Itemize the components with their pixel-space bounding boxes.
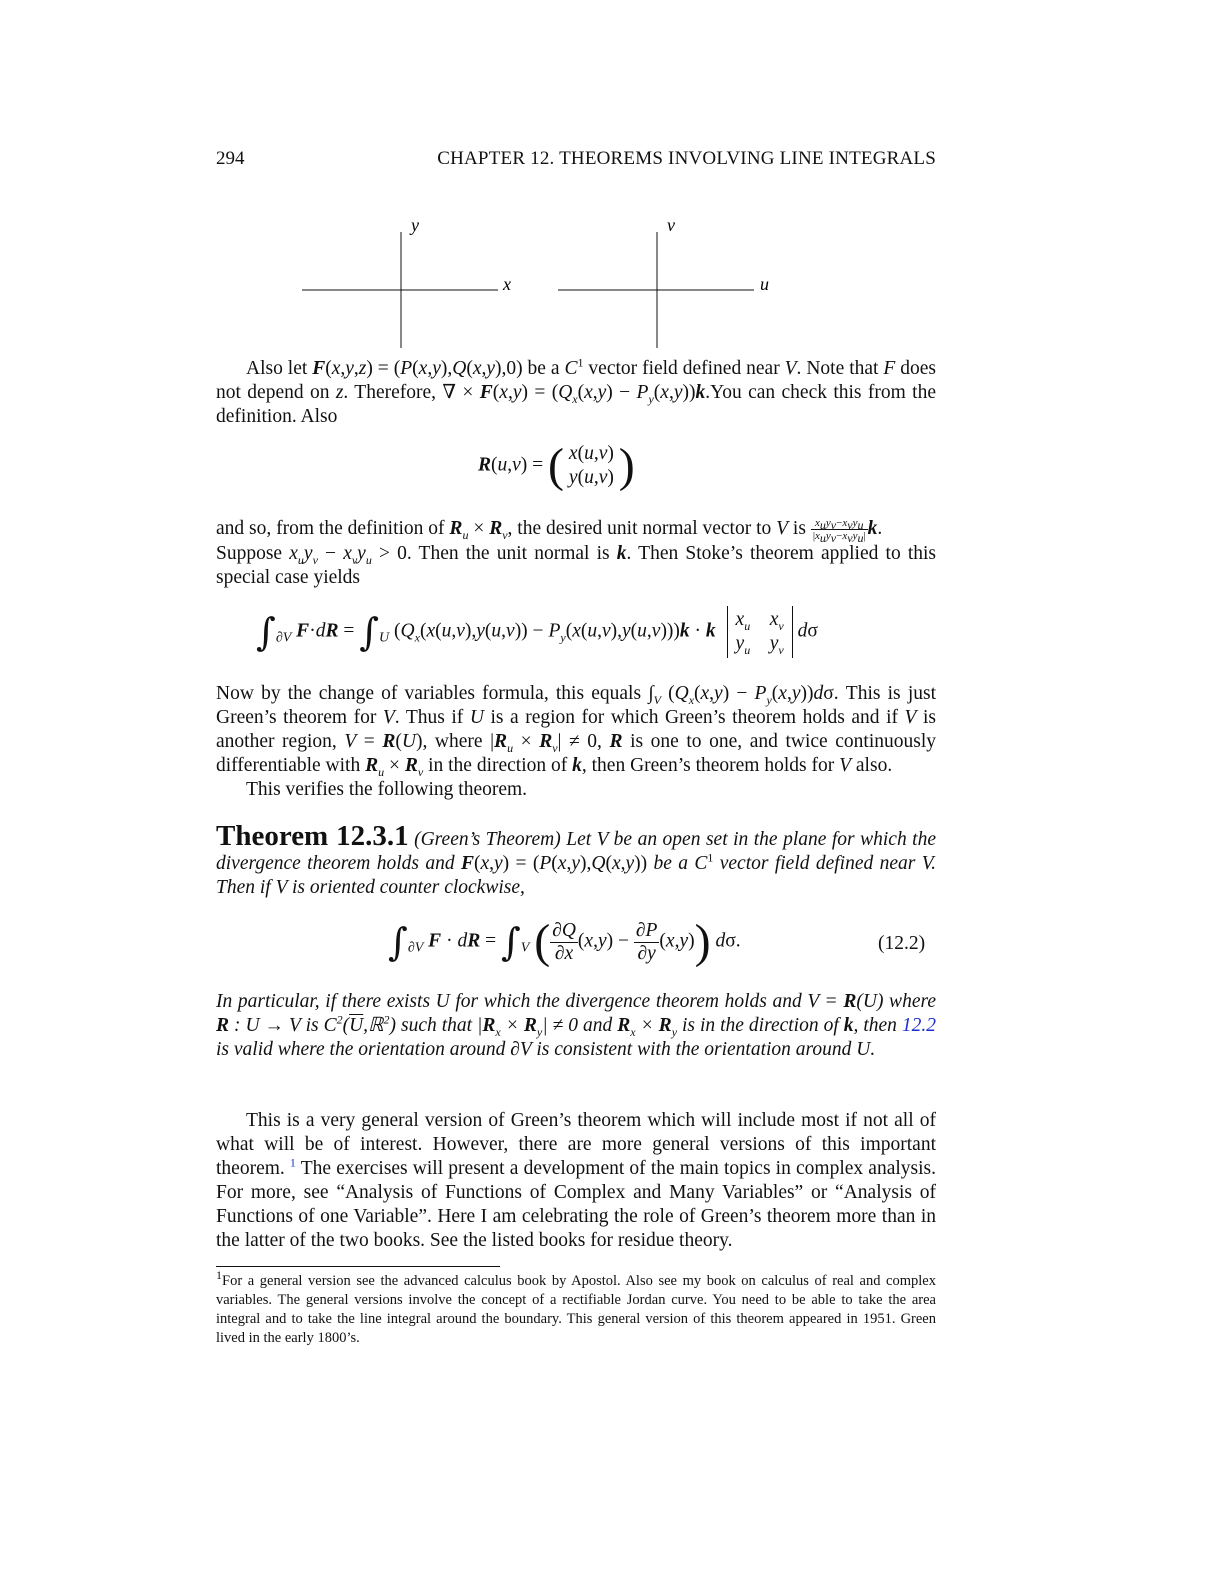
left-x-label: x	[503, 274, 511, 294]
footnote-mark: 1	[216, 1268, 222, 1283]
footnote-rule	[216, 1266, 500, 1267]
theorem-title: Theorem 12.3.1	[216, 820, 409, 852]
theorem-particular-case: In particular, if there exists U for which the divergence theorem holds and V = R(U) where R : U → V is $C^2(\overline{U},ℝ^2)$ such that $|R_x \times R_y| \ne 0$ and $R_x \times R_y$ is in the direction of k, then 12.2 is valid where the orientation around ∂V is consistent with the orientation around U.	[216, 991, 937, 1060]
equation-greens-theorem: $\int_{\partial V}$ F · dR = $\int_V$ ( $\frac{\partial Q}{\partial x}$ (x,y) − $\frac{\partial P}{\partial y}$ (x,y)) dσ.	[388, 915, 741, 968]
running-head: CHAPTER 12. THEOREMS INVOLVING LINE INTEGRALS	[437, 148, 936, 169]
equation-R: R(u,v) = ( x(u,v) y(u,v) )	[478, 439, 635, 492]
right-v-label: v	[667, 215, 675, 235]
paragraph-final: This is a very general version of Green’s theorem which will include most if not all of what will be of interest. However, there are more general versions of this important theorem. $^1$ The exercises will present a development of the main topics in complex analysis. For more, see “Analysis of Functions of Complex and Many Variables” or “Analysis of Functions of one Variable”. Here I am celebrating the role of Green’s theorem more than in the latter of the two books. See the listed books for residue theory.	[216, 1110, 936, 1251]
right-u-label: u	[760, 274, 769, 294]
page-header	[216, 148, 936, 174]
footnote-reference-link[interactable]: 1	[289, 1155, 296, 1170]
footnote-text: For a general version see the advanced calculus book by Apostol. Also see my book on calculus of real and complex variables. The general versions involve the concept of a rectifiable Jordan curve. You need to be able to take the area integral and to take the line integral around the boundary. This general version of this theorem appeared in 1951. Green lived in the early 1800’s.	[216, 1273, 936, 1346]
equation-reference-link[interactable]: 12.2	[901, 1015, 937, 1036]
paragraph-4: This verifies the following theorem.	[246, 779, 528, 800]
theorem-12-3-1: Theorem 12.3.1 (Green’s Theorem) Let V be an open set in the plane for which the divergence theorem holds and F(x,y) = (P(x,y),Q(x,y)) be a $C^1$ vector field defined near V. Then if V is oriented counter clockwise,	[216, 820, 937, 898]
footnote	[216, 1268, 936, 1348]
paragraph-2: and so, from the definition of $R_u \times R_v$, the desired unit normal vector to V is $\frac{x_uy_v-x_vy_u}{|x_uy_v-x_vy_u|}$ k. Suppose $x_uy_v - x_vy_u > 0$. Then the unit normal is k. Then Stoke’s theorem applied to this special case yields	[216, 517, 937, 589]
paragraph-3: Now by the change of variables formula, this equals $\int_V$ $(Q_x(x,y) - P_y(x,y))d\sigma$. This is just Green’s theorem for V. Thus if U is a region for which Green’s theorem holds and if V is another region, V = R(U), where $|R_u \times R_v| \ne 0$, R is one to one, and twice continuously differentiable with $R_u \times R_v$ in the direction of k, then Green’s theorem holds for V also. This verifies the following theorem.	[216, 683, 936, 800]
axes-figure	[290, 210, 790, 355]
equation-stokes-special-case: $\int_{\partial V}$ $F\cdot dR = \int_U$ $(Q_x(x(u,v),y(u,v)) - P_y(x(u,v),y(u,v)))k \cdot k$ $x_u$ $x_v$ $y_u$ $y_v$ dσ	[256, 606, 818, 658]
page-number: 294	[216, 148, 245, 169]
equation-number: (12.2)	[878, 933, 926, 954]
paragraph-1: Also let F(x,y,z) = (P(x,y),Q(x,y),0) be a $C^1$ vector field defined near V. Note that F does not depend on z. Therefore, ∇ × $F(x,y) = (Q_x(x,y) - P_y(x,y))k.You$ can check this from the definition. Also	[216, 355, 936, 427]
left-y-label: y	[411, 215, 419, 235]
